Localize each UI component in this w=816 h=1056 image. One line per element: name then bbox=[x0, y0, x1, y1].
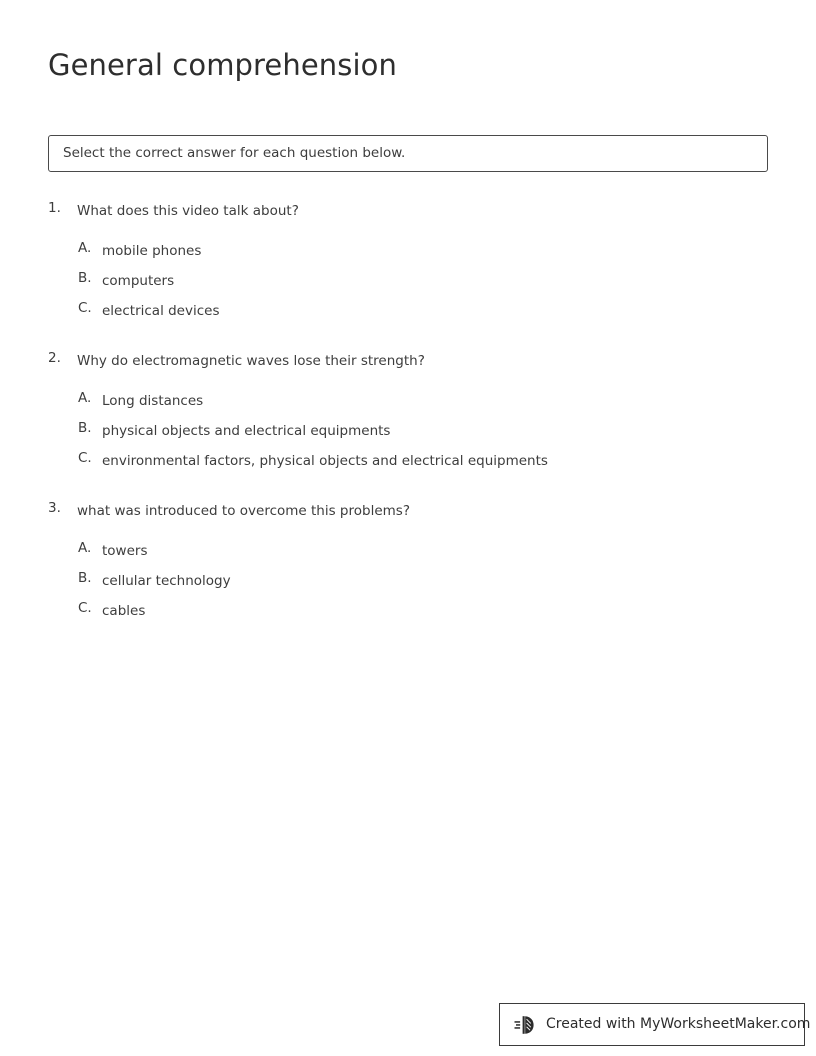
choice-label: computers bbox=[102, 273, 175, 289]
question-block bbox=[0, 200, 816, 330]
choice-label: cables bbox=[102, 603, 146, 619]
question-text: Why do electromagnetic waves lose their strength? bbox=[77, 353, 425, 369]
choice-option[interactable] bbox=[0, 390, 816, 420]
page-title: General comprehension bbox=[48, 48, 397, 82]
choice-option[interactable] bbox=[0, 300, 816, 330]
footer-attribution-badge[interactable] bbox=[499, 1003, 811, 1046]
instruction-text: Select the correct answer for each question below. bbox=[63, 145, 406, 162]
question-number: 2. bbox=[48, 350, 61, 366]
choice-label: mobile phones bbox=[102, 243, 202, 259]
choice-list bbox=[0, 240, 816, 330]
choice-label: physical objects and electrical equipments bbox=[102, 423, 391, 439]
choice-label: towers bbox=[102, 543, 148, 559]
question-number: 1. bbox=[48, 200, 61, 216]
question-row bbox=[0, 350, 816, 375]
choice-label: environmental factors, physical objects and electrical equipments bbox=[102, 453, 548, 469]
myworksheetmaker-logo-icon bbox=[514, 1013, 538, 1037]
choice-label: electrical devices bbox=[102, 303, 220, 319]
choice-option[interactable] bbox=[0, 420, 816, 450]
choice-label: cellular technology bbox=[102, 573, 231, 589]
choice-option[interactable] bbox=[0, 540, 816, 570]
question-text: what was introduced to overcome this problems? bbox=[77, 503, 410, 519]
choice-letter: A. bbox=[78, 540, 92, 556]
footer-attribution-text: Created with MyWorksheetMaker.com bbox=[546, 1016, 811, 1033]
choice-letter: C. bbox=[78, 450, 92, 466]
question-block bbox=[0, 350, 816, 480]
instruction-box bbox=[48, 135, 768, 172]
question-list bbox=[0, 200, 816, 650]
choice-letter: B. bbox=[78, 270, 92, 286]
choice-option[interactable] bbox=[0, 270, 816, 300]
choice-option[interactable] bbox=[0, 450, 816, 480]
choice-letter: B. bbox=[78, 420, 92, 436]
question-block bbox=[0, 500, 816, 630]
question-row bbox=[0, 200, 816, 225]
question-row bbox=[0, 500, 816, 525]
choice-list bbox=[0, 390, 816, 480]
choice-letter: C. bbox=[78, 300, 92, 316]
choice-option[interactable] bbox=[0, 240, 816, 270]
choice-list bbox=[0, 540, 816, 630]
choice-label: Long distances bbox=[102, 393, 204, 409]
question-number: 3. bbox=[48, 500, 61, 516]
choice-letter: C. bbox=[78, 600, 92, 616]
question-text: What does this video talk about? bbox=[77, 203, 299, 219]
choice-letter: A. bbox=[78, 240, 92, 256]
choice-letter: A. bbox=[78, 390, 92, 406]
choice-option[interactable] bbox=[0, 570, 816, 600]
choice-option[interactable] bbox=[0, 600, 816, 630]
choice-letter: B. bbox=[78, 570, 92, 586]
